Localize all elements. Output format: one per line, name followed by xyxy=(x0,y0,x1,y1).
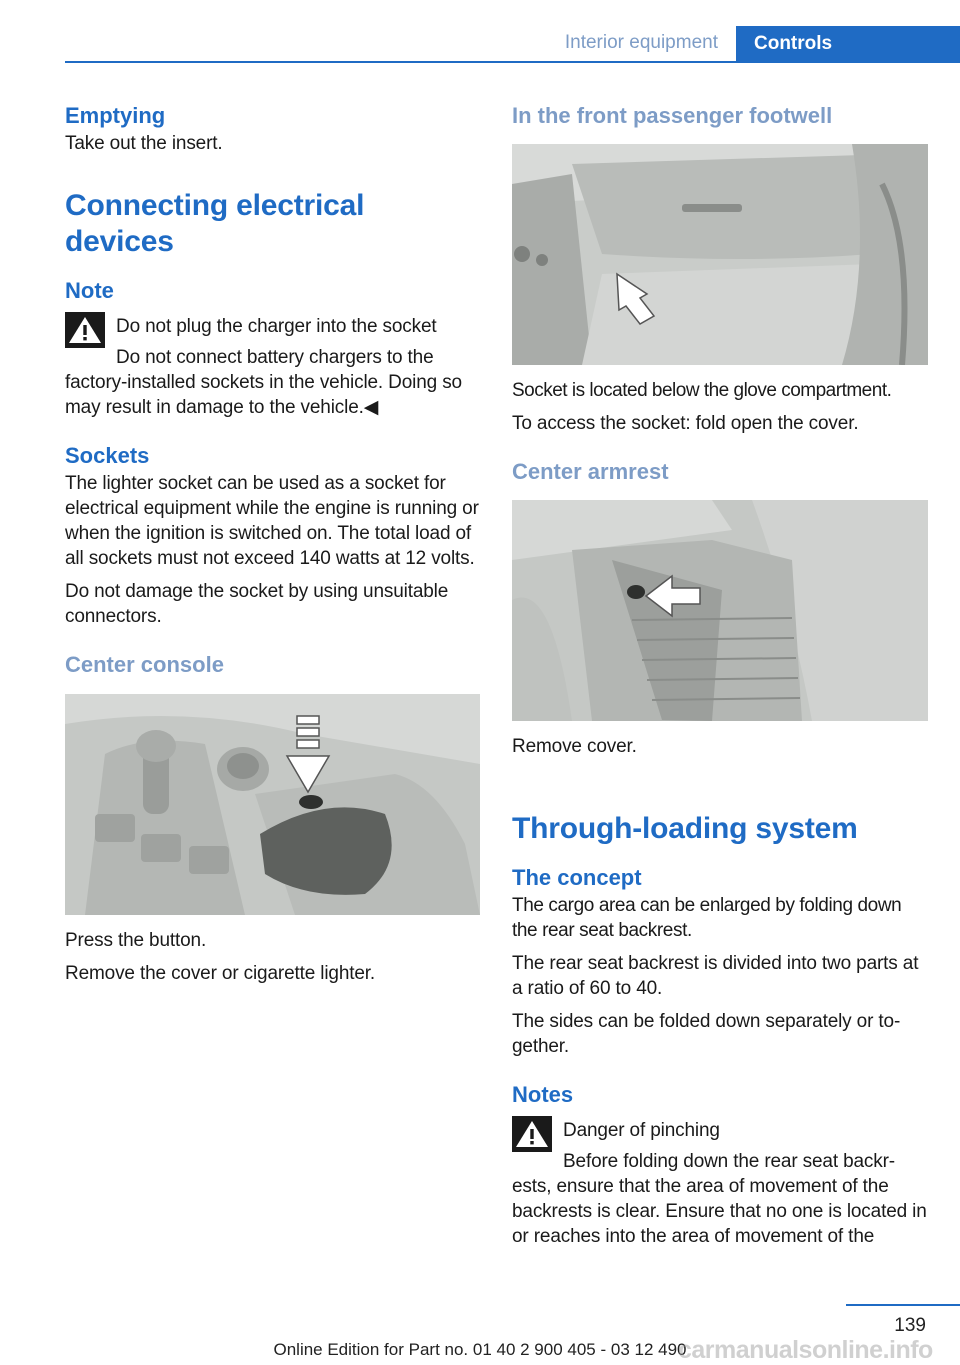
concept-text-2: The rear seat backrest is divided into two parts at a ratio of 60 to 40. xyxy=(512,953,919,999)
armrest-figure xyxy=(512,500,928,721)
notes-warning-block xyxy=(512,1116,928,1249)
emptying-heading: Emptying xyxy=(65,103,166,128)
through-loading-heading: Through-loading system xyxy=(512,812,858,845)
footwell-caption-2: To access the socket: fold open the cover. xyxy=(512,413,859,434)
header-rule xyxy=(65,61,960,63)
header-tab-controls[interactable]: Controls xyxy=(736,26,960,62)
watermark: carmanualsonline.info xyxy=(678,1336,933,1364)
sockets-text-2: Do not damage the socket by using unsuitable connectors. xyxy=(65,581,449,627)
armrest-illustration xyxy=(512,500,928,721)
footer-edition: Online Edition for Part no. 01 40 2 900 405 - 03 12 490 xyxy=(273,1340,687,1359)
right-column xyxy=(512,98,928,1249)
footwell-figure xyxy=(512,144,928,365)
concept-heading: The concept xyxy=(512,865,642,890)
concept-text-3: The sides can be folded down separately or together. xyxy=(512,1011,901,1057)
armrest-caption: Remove cover. xyxy=(512,736,637,757)
breadcrumb-section: Interior equipment xyxy=(564,32,718,53)
connecting-heading: Connecting electrical devices xyxy=(65,189,365,258)
center-console-caption-2: Remove the cover or cigarette lighter. xyxy=(65,963,376,984)
center-console-illustration xyxy=(65,694,480,915)
sockets-text: The lighter socket can be used as a socket for electrical equipment while the engine is running or when the ignition is switched on. The total load of all sockets must not exceed 140 watts at 12 volts. xyxy=(65,473,479,569)
notes-heading: Notes xyxy=(512,1082,574,1107)
footer-rule xyxy=(846,1304,960,1306)
warning-triangle-icon xyxy=(65,312,105,348)
note-heading: Note xyxy=(65,278,114,303)
footwell-caption-1: Socket is located below the glove compartment. xyxy=(512,380,892,401)
note-title: Do not plug the charger into the socket xyxy=(116,316,437,337)
notes-line2: Before folding down the rear seat backr‐ xyxy=(563,1151,895,1172)
note-warning-block xyxy=(65,312,480,420)
sockets-heading: Sockets xyxy=(65,443,150,468)
warning-triangle-icon xyxy=(512,1116,552,1152)
armrest-heading: Center armrest xyxy=(512,459,669,484)
note-line2: Do not connect battery chargers to the xyxy=(116,347,434,368)
footwell-illustration xyxy=(512,144,928,365)
notes-text: ests, ensure that the area of movement of the backrests is clear. Ensure that no one is located in or reaches into the area of movement of the xyxy=(512,1176,927,1247)
footwell-heading: In the front passenger footwell xyxy=(512,103,833,128)
center-console-heading: Center console xyxy=(65,652,224,677)
note-text: factory-installed sockets in the vehicle. Doing so may result in damage to the vehicle.◀ xyxy=(65,372,462,418)
notes-title: Danger of pinching xyxy=(563,1120,720,1141)
left-column xyxy=(65,98,480,986)
concept-text-1: The cargo area can be enlarged by folding down the rear seat backrest. xyxy=(512,895,902,941)
center-console-figure xyxy=(65,694,480,915)
page-number: 139 xyxy=(894,1315,926,1336)
center-console-caption-1: Press the button. xyxy=(65,930,207,951)
emptying-text: Take out the insert. xyxy=(65,133,223,154)
